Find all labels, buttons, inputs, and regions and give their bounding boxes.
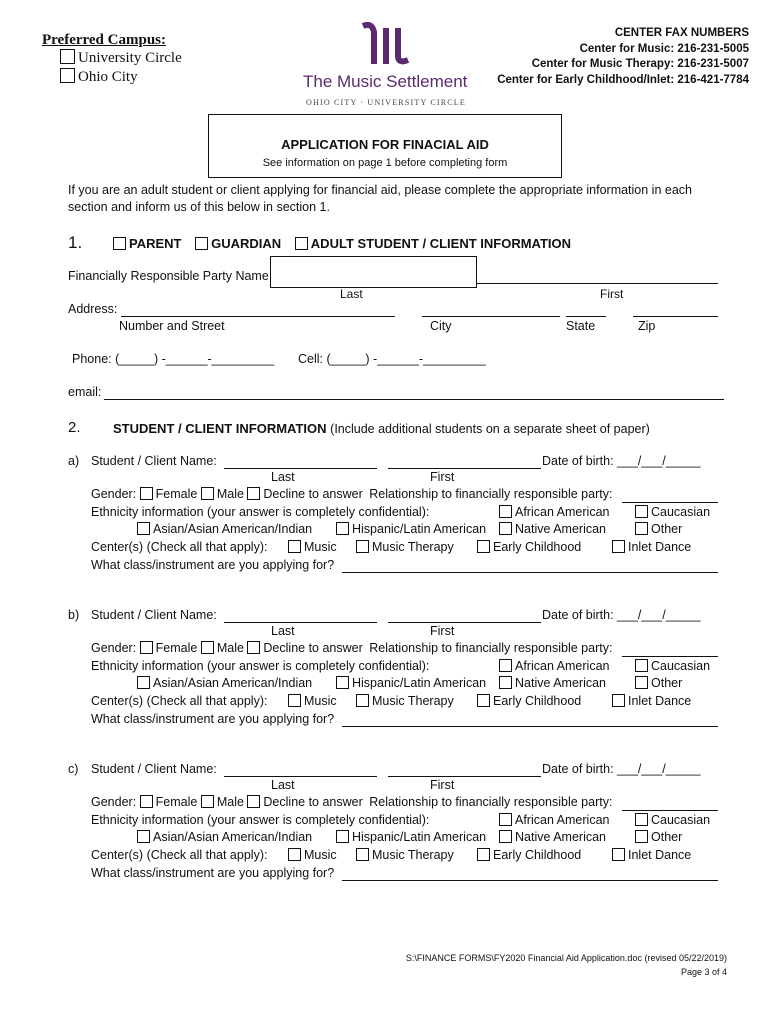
male-label: Male — [216, 795, 244, 809]
music-label: Music — [304, 848, 337, 862]
music-option[interactable] — [288, 540, 337, 554]
asian-label: Asian/Asian American/Indian — [153, 676, 313, 690]
student-letter: a) — [68, 454, 80, 468]
female-label: Female — [155, 795, 198, 809]
student-first-name-field[interactable] — [388, 456, 541, 469]
african-american-label: African American — [515, 813, 610, 827]
state-field[interactable] — [566, 304, 606, 317]
african-american-checkbox[interactable] — [499, 505, 512, 518]
asian-option[interactable] — [137, 676, 312, 690]
african-american-option[interactable] — [499, 659, 609, 673]
class-instrument-field[interactable] — [342, 868, 718, 881]
caucasian-checkbox[interactable] — [635, 505, 648, 518]
fax-line: Center for Music: 216-231-5005 — [579, 42, 749, 55]
caucasian-label: Caucasian — [651, 659, 711, 673]
male-label: Male — [216, 641, 244, 655]
decline-label: Decline to answer — [263, 487, 363, 501]
zip-label: Zip — [638, 319, 656, 333]
class-instrument-label: What class/instrument are you applying for? — [91, 712, 335, 726]
inlet-dance-checkbox[interactable] — [612, 848, 625, 861]
class-instrument-label: What class/instrument are you applying for? — [91, 866, 335, 880]
early-childhood-label: Early Childhood — [493, 848, 582, 862]
inlet-dance-option[interactable] — [612, 694, 691, 708]
asian-checkbox[interactable] — [137, 522, 150, 535]
caucasian-checkbox[interactable] — [635, 659, 648, 672]
first-label: First — [430, 624, 455, 638]
dob-field[interactable]: Date of birth: ___/___/_____ — [542, 454, 701, 468]
campus-option-label: University Circle — [78, 50, 182, 66]
party-first-name-field[interactable] — [476, 271, 718, 284]
caucasian-option[interactable] — [635, 659, 710, 673]
female-checkbox[interactable] — [140, 641, 153, 654]
ethnicity-label: Ethnicity information (your answer is completely confidential): — [91, 659, 430, 673]
other-option[interactable] — [635, 830, 682, 844]
music-settlement-logo-mark — [360, 22, 412, 69]
native-american-label: Native American — [515, 676, 607, 690]
class-instrument-label: What class/instrument are you applying for? — [91, 558, 335, 572]
fax-line: Center for Early Childhood/Inlet: 216-421-7784 — [497, 73, 749, 86]
student-name-label: Student / Client Name: — [91, 608, 217, 622]
early-childhood-option[interactable] — [477, 694, 581, 708]
inlet-dance-option[interactable] — [612, 540, 691, 554]
student-first-name-field[interactable] — [388, 764, 541, 777]
inlet-dance-checkbox[interactable] — [612, 694, 625, 707]
logo-name: The Music Settlement — [303, 72, 468, 91]
checkbox[interactable] — [60, 68, 75, 83]
preferred-campus-heading: Preferred Campus: — [42, 32, 166, 48]
female-label: Female — [155, 641, 198, 655]
student-name-label: Student / Client Name: — [91, 454, 217, 468]
city-field[interactable] — [422, 304, 560, 317]
inlet-dance-option[interactable] — [612, 848, 691, 862]
music-therapy-checkbox[interactable] — [356, 848, 369, 861]
caucasian-label: Caucasian — [651, 813, 711, 827]
music-label: Music — [304, 694, 337, 708]
african-american-option[interactable] — [499, 813, 609, 827]
parent-label: PARENT — [129, 236, 182, 251]
student-last-name-field[interactable] — [224, 764, 377, 777]
relationship-label: Relationship to financially responsible party: — [369, 641, 613, 655]
early-childhood-checkbox[interactable] — [477, 694, 490, 707]
email-field[interactable] — [104, 387, 724, 400]
male-checkbox[interactable] — [201, 641, 214, 654]
class-instrument-field[interactable] — [342, 714, 718, 727]
early-childhood-checkbox[interactable] — [477, 540, 490, 553]
music-therapy-option[interactable] — [356, 540, 454, 554]
cell-field[interactable]: Cell: (_____) -______-_________ — [298, 352, 486, 366]
guardian-label: GUARDIAN — [211, 236, 282, 251]
decline-checkbox[interactable] — [247, 487, 260, 500]
early-childhood-checkbox[interactable] — [477, 848, 490, 861]
music-therapy-option[interactable] — [356, 848, 454, 862]
music-checkbox[interactable] — [288, 848, 301, 861]
gender-row — [91, 487, 612, 501]
footer-path: S:\FINANCE FORMS\FY2020 Financial Aid Application.doc (revised 05/22/2019) — [405, 953, 727, 963]
last-label: Last — [340, 287, 363, 301]
caucasian-option[interactable] — [635, 505, 710, 519]
native-american-option[interactable] — [499, 830, 606, 844]
centers-label: Center(s) (Check all that apply): — [91, 848, 268, 862]
other-checkbox[interactable] — [635, 522, 648, 535]
relationship-label: Relationship to financially responsible party: — [369, 795, 613, 809]
caucasian-checkbox[interactable] — [635, 813, 648, 826]
last-label: Last — [271, 778, 295, 792]
asian-label: Asian/Asian American/Indian — [153, 522, 313, 536]
first-label: First — [430, 778, 455, 792]
music-therapy-option[interactable] — [356, 694, 454, 708]
other-option[interactable] — [635, 522, 682, 536]
form-subtitle: See information on page 1 before completing form — [262, 157, 508, 169]
email-label: email: — [68, 385, 102, 399]
section-1-number: 1. — [68, 233, 83, 252]
title-box — [208, 114, 562, 178]
address-label: Address: — [68, 302, 118, 316]
music-therapy-checkbox[interactable] — [356, 694, 369, 707]
student-last-name-field[interactable] — [224, 610, 377, 623]
relationship-field[interactable] — [622, 490, 718, 503]
section-1-options — [113, 236, 571, 251]
asian-checkbox[interactable] — [137, 676, 150, 689]
campus-option-label: Ohio City — [78, 69, 138, 85]
gender-row — [91, 641, 612, 655]
relationship-field[interactable] — [622, 798, 718, 811]
inlet-dance-label: Inlet Dance — [628, 848, 692, 862]
campus-option-ohio-city[interactable] — [60, 68, 138, 86]
native-american-checkbox[interactable] — [499, 522, 512, 535]
male-checkbox[interactable] — [201, 795, 214, 808]
zip-field[interactable] — [633, 304, 718, 317]
other-label: Other — [651, 522, 683, 536]
ethnicity-label: Ethnicity information (your answer is completely confidential): — [91, 505, 430, 519]
first-label: First — [430, 470, 455, 484]
inlet-dance-label: Inlet Dance — [628, 540, 692, 554]
hispanic-option[interactable] — [336, 676, 486, 690]
gender-label: Gender: — [91, 487, 137, 501]
african-american-checkbox[interactable] — [499, 813, 512, 826]
street-field[interactable] — [121, 304, 395, 317]
logo-icon — [360, 22, 412, 66]
early-childhood-option[interactable] — [477, 540, 581, 554]
decline-label: Decline to answer — [263, 641, 363, 655]
music-therapy-label: Music Therapy — [372, 694, 454, 708]
decline-checkbox[interactable] — [247, 795, 260, 808]
hispanic-checkbox[interactable] — [336, 676, 349, 689]
caucasian-option[interactable] — [635, 813, 710, 827]
male-checkbox[interactable] — [201, 487, 214, 500]
music-checkbox[interactable] — [288, 694, 301, 707]
dob-field[interactable]: Date of birth: ___/___/_____ — [542, 762, 701, 776]
checkbox[interactable] — [60, 49, 75, 64]
party-last-name-field[interactable] — [270, 256, 477, 288]
early-childhood-label: Early Childhood — [493, 694, 582, 708]
student-name-label: Student / Client Name: — [91, 762, 217, 776]
native-american-option[interactable] — [499, 676, 606, 690]
last-label: Last — [271, 624, 295, 638]
gender-label: Gender: — [91, 795, 137, 809]
asian-option[interactable] — [137, 830, 312, 844]
relationship-label: Relationship to financially responsible party: — [369, 487, 613, 501]
centers-label: Center(s) (Check all that apply): — [91, 694, 268, 708]
hispanic-option[interactable] — [336, 830, 486, 844]
ethnicity-label: Ethnicity information (your answer is completely confidential): — [91, 813, 430, 827]
hispanic-option[interactable] — [336, 522, 486, 536]
other-checkbox[interactable] — [635, 830, 648, 843]
african-american-option[interactable] — [499, 505, 609, 519]
fax-line: Center for Music Therapy: 216-231-5007 — [531, 58, 749, 70]
fax-title: CENTER FAX NUMBERS — [614, 27, 749, 39]
section-2-note: (Include additional students on a separate sheet of paper) — [330, 422, 650, 436]
hispanic-checkbox[interactable] — [336, 522, 349, 535]
centers-label: Center(s) (Check all that apply): — [91, 540, 268, 554]
footer-page: Page 3 of 4 — [680, 967, 727, 977]
gender-label: Gender: — [91, 641, 137, 655]
other-option[interactable] — [635, 676, 682, 690]
section-2-heading-line — [113, 421, 650, 436]
african-american-label: African American — [515, 659, 610, 673]
music-label: Music — [304, 540, 337, 554]
campus-option-university-circle[interactable] — [60, 49, 182, 67]
asian-option[interactable] — [137, 522, 312, 536]
inlet-dance-label: Inlet Dance — [628, 694, 692, 708]
native-american-option[interactable] — [499, 522, 606, 536]
african-american-label: African American — [515, 505, 610, 519]
city-label: City — [430, 319, 452, 333]
first-label: First — [600, 287, 624, 301]
last-label: Last — [271, 470, 295, 484]
student-last-name-field[interactable] — [224, 456, 377, 469]
native-american-label: Native American — [515, 522, 607, 536]
form-title: APPLICATION FOR FINACIAL AID — [281, 137, 489, 152]
adult-student-label: ADULT STUDENT / CLIENT INFORMATION — [310, 236, 572, 251]
hispanic-label: Hispanic/Latin American — [352, 676, 487, 690]
male-label: Male — [216, 487, 244, 501]
section-2-heading: STUDENT / CLIENT INFORMATION — [113, 421, 327, 436]
music-option[interactable] — [288, 848, 337, 862]
music-option[interactable] — [288, 694, 337, 708]
parent-checkbox[interactable] — [113, 237, 126, 250]
number-street-label: Number and Street — [119, 319, 225, 333]
other-checkbox[interactable] — [635, 676, 648, 689]
phone-field[interactable]: Phone: (_____) -______-_________ — [72, 352, 275, 366]
hispanic-checkbox[interactable] — [336, 830, 349, 843]
hispanic-label: Hispanic/Latin American — [352, 830, 487, 844]
section-2-number: 2. — [68, 419, 81, 436]
caucasian-label: Caucasian — [651, 505, 711, 519]
student-first-name-field[interactable] — [388, 610, 541, 623]
music-therapy-label: Music Therapy — [372, 848, 454, 862]
african-american-checkbox[interactable] — [499, 659, 512, 672]
asian-checkbox[interactable] — [137, 830, 150, 843]
gender-row — [91, 795, 612, 809]
early-childhood-label: Early Childhood — [493, 540, 582, 554]
female-label: Female — [155, 487, 198, 501]
hispanic-label: Hispanic/Latin American — [352, 522, 487, 536]
student-letter: c) — [68, 762, 79, 776]
guardian-checkbox[interactable] — [195, 237, 208, 250]
native-american-checkbox[interactable] — [499, 676, 512, 689]
other-label: Other — [651, 676, 683, 690]
intro-text: If you are an adult student or client applying for financial aid, please complete the appropriate information in each section and inform us of this below in section 1. — [68, 183, 692, 214]
student-letter: b) — [68, 608, 80, 622]
native-american-checkbox[interactable] — [499, 830, 512, 843]
class-instrument-field[interactable] — [342, 560, 718, 573]
music-checkbox[interactable] — [288, 540, 301, 553]
early-childhood-option[interactable] — [477, 848, 581, 862]
decline-checkbox[interactable] — [247, 641, 260, 654]
decline-label: Decline to answer — [263, 795, 363, 809]
logo-tagline: OHIO CITY · UNIVERSITY CIRCLE — [306, 98, 466, 107]
dob-field[interactable]: Date of birth: ___/___/_____ — [542, 608, 701, 622]
adult-student-checkbox[interactable] — [295, 237, 308, 250]
inlet-dance-checkbox[interactable] — [612, 540, 625, 553]
asian-label: Asian/Asian American/Indian — [153, 830, 313, 844]
music-therapy-label: Music Therapy — [372, 540, 454, 554]
native-american-label: Native American — [515, 830, 607, 844]
fax-numbers-block — [497, 26, 749, 88]
female-checkbox[interactable] — [140, 795, 153, 808]
state-label: State — [566, 319, 596, 333]
relationship-field[interactable] — [622, 644, 718, 657]
music-therapy-checkbox[interactable] — [356, 540, 369, 553]
other-label: Other — [651, 830, 683, 844]
party-name-label: Financially Responsible Party Name — [68, 269, 269, 283]
female-checkbox[interactable] — [140, 487, 153, 500]
